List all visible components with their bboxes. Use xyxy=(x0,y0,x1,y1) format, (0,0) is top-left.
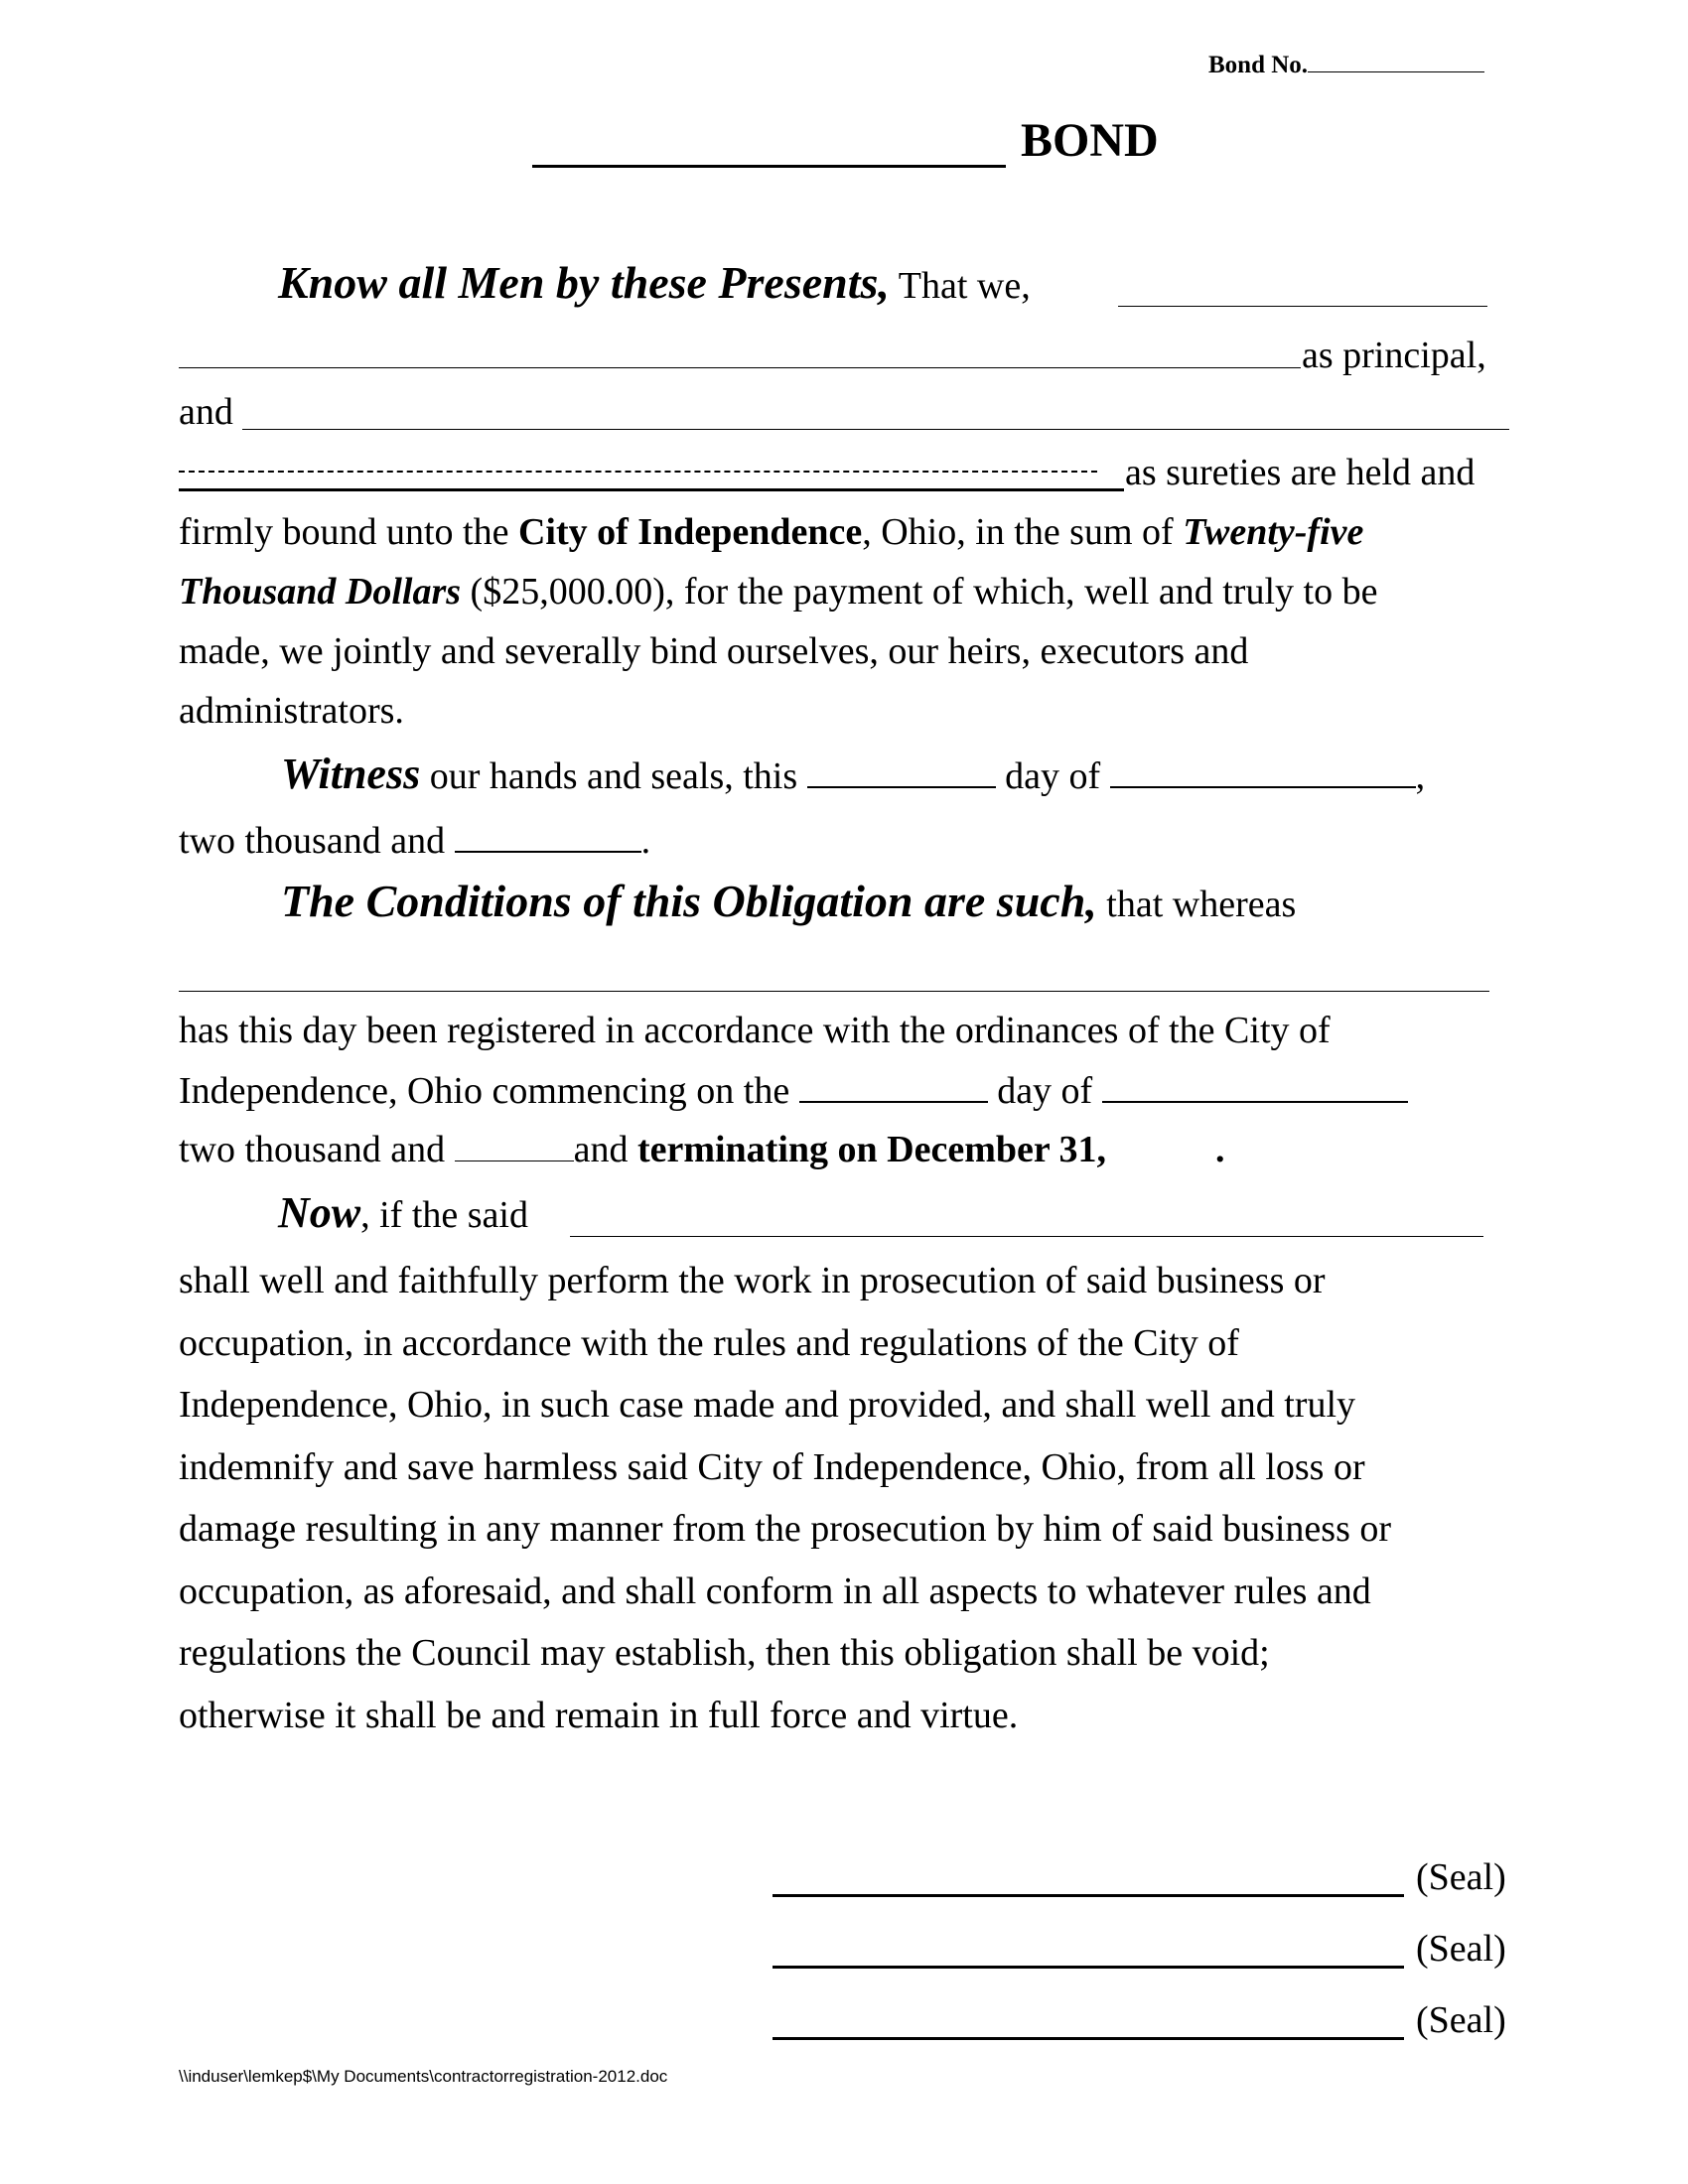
conditions-line2-b: day of xyxy=(987,1070,1102,1112)
principal-name-blank-1[interactable] xyxy=(1118,306,1487,307)
witness-line2 xyxy=(179,817,650,864)
line5-b: , Ohio, in the sum of xyxy=(862,511,1184,553)
now-text: , if the said xyxy=(360,1194,528,1236)
now-body-line: damage resulting in any manner from the prosecution by him of said business or xyxy=(179,1508,1392,1550)
witness-day-blank[interactable] xyxy=(807,752,996,788)
conditions-period: . xyxy=(1215,1129,1225,1170)
said-party-blank[interactable] xyxy=(570,1236,1483,1237)
seal-label-2: (Seal) xyxy=(1416,1928,1506,1970)
terminating-year-blank[interactable] xyxy=(1106,1128,1215,1161)
now-lead: Now xyxy=(278,1188,361,1237)
witness-period: . xyxy=(640,820,651,862)
as-sureties-text: as sureties are held and xyxy=(1125,452,1476,493)
para1-line7: made, we jointly and severally bind ourselves, our heirs, executors and xyxy=(179,630,1249,672)
line5-a: firmly bound unto the xyxy=(179,511,518,553)
commencing-year-blank[interactable] xyxy=(455,1127,574,1161)
signature-line-1[interactable] xyxy=(773,1894,1404,1897)
surety-name-blank-1[interactable] xyxy=(242,429,1509,430)
para1-line6 xyxy=(179,569,1377,614)
now-body-line: Independence, Ohio, in such case made and provided, and shall well and truly xyxy=(179,1384,1356,1426)
conditions-lead: The Conditions of this Obligation are such, xyxy=(281,876,1097,926)
surety-name-blank-2[interactable] xyxy=(179,471,1097,473)
witness-text-a: our hands and seals, this xyxy=(420,755,807,797)
commencing-day-blank[interactable] xyxy=(799,1067,988,1103)
surety-underline xyxy=(179,488,1124,491)
now-body-line: occupation, in accordance with the rules and regulations of the City of xyxy=(179,1322,1239,1364)
conditions-line3-b: and xyxy=(573,1129,637,1170)
terminating-date: terminating on December 31, xyxy=(636,1129,1107,1170)
whereas-text: that whereas xyxy=(1106,884,1297,925)
page-title: BOND xyxy=(1021,114,1159,167)
conditions-line2-a: Independence, Ohio commencing on the xyxy=(179,1070,799,1112)
conditions-line3 xyxy=(179,1127,1225,1172)
amount-words-2: Thousand Dollars xyxy=(179,571,462,613)
commencing-month-blank[interactable] xyxy=(1102,1067,1408,1103)
now-body-line: shall well and faithfully perform the work in prosecution of said business or xyxy=(179,1260,1326,1301)
signature-line-2[interactable] xyxy=(773,1966,1404,1969)
witness-month-blank[interactable] xyxy=(1110,752,1416,788)
para1-line5 xyxy=(179,509,1363,555)
that-we-text: That we, xyxy=(898,265,1031,307)
principal-name-blank-2[interactable] xyxy=(179,367,1301,368)
now-line0 xyxy=(278,1190,528,1238)
para1-line8: administrators. xyxy=(179,690,404,732)
signature-line-3[interactable] xyxy=(773,2037,1404,2040)
know-all-men-lead: Know all Men by these Presents, xyxy=(278,257,890,308)
conditions-line0 xyxy=(281,876,1297,927)
seal-label-3: (Seal) xyxy=(1416,1999,1506,2041)
witness-comma: , xyxy=(1415,755,1426,797)
line6-b: ($25,000.00), for the payment of which, well and truly to be xyxy=(461,571,1378,613)
witness-year-text: two thousand and xyxy=(179,820,455,862)
witness-line1 xyxy=(281,751,1425,799)
and-text: and xyxy=(179,391,233,433)
bond-type-blank[interactable] xyxy=(532,165,1006,168)
seal-label-1: (Seal) xyxy=(1416,1856,1506,1898)
para1-line1 xyxy=(278,257,1031,309)
amount-words-1: Twenty-five xyxy=(1183,511,1364,553)
now-body-line: otherwise it shall be and remain in full force and virtue. xyxy=(179,1695,1019,1736)
registrant-name-blank[interactable] xyxy=(179,991,1489,992)
now-body-line: occupation, as aforesaid, and shall conform in all aspects to whatever rules and xyxy=(179,1570,1371,1612)
now-body-line: regulations the Council may establish, then this obligation shall be void; xyxy=(179,1632,1270,1674)
bond-number-label: Bond No. xyxy=(1208,50,1484,79)
city-name: City of Independence xyxy=(517,511,863,553)
footer-file-path: \\induser\lemkep$\My Documents\contractorregistration-2012.doc xyxy=(179,2067,668,2086)
conditions-line1: has this day been registered in accordance with the ordinances of the City of xyxy=(179,1010,1331,1051)
as-principal-text: as principal, xyxy=(1302,335,1486,376)
witness-year-blank[interactable] xyxy=(455,817,641,853)
conditions-line3-a: two thousand and xyxy=(179,1129,455,1170)
witness-text-b: day of xyxy=(995,755,1110,797)
now-body-line: indemnify and save harmless said City of Independence, Ohio, from all loss or xyxy=(179,1446,1365,1488)
witness-lead: Witness xyxy=(281,750,421,798)
conditions-line2 xyxy=(179,1067,1408,1114)
